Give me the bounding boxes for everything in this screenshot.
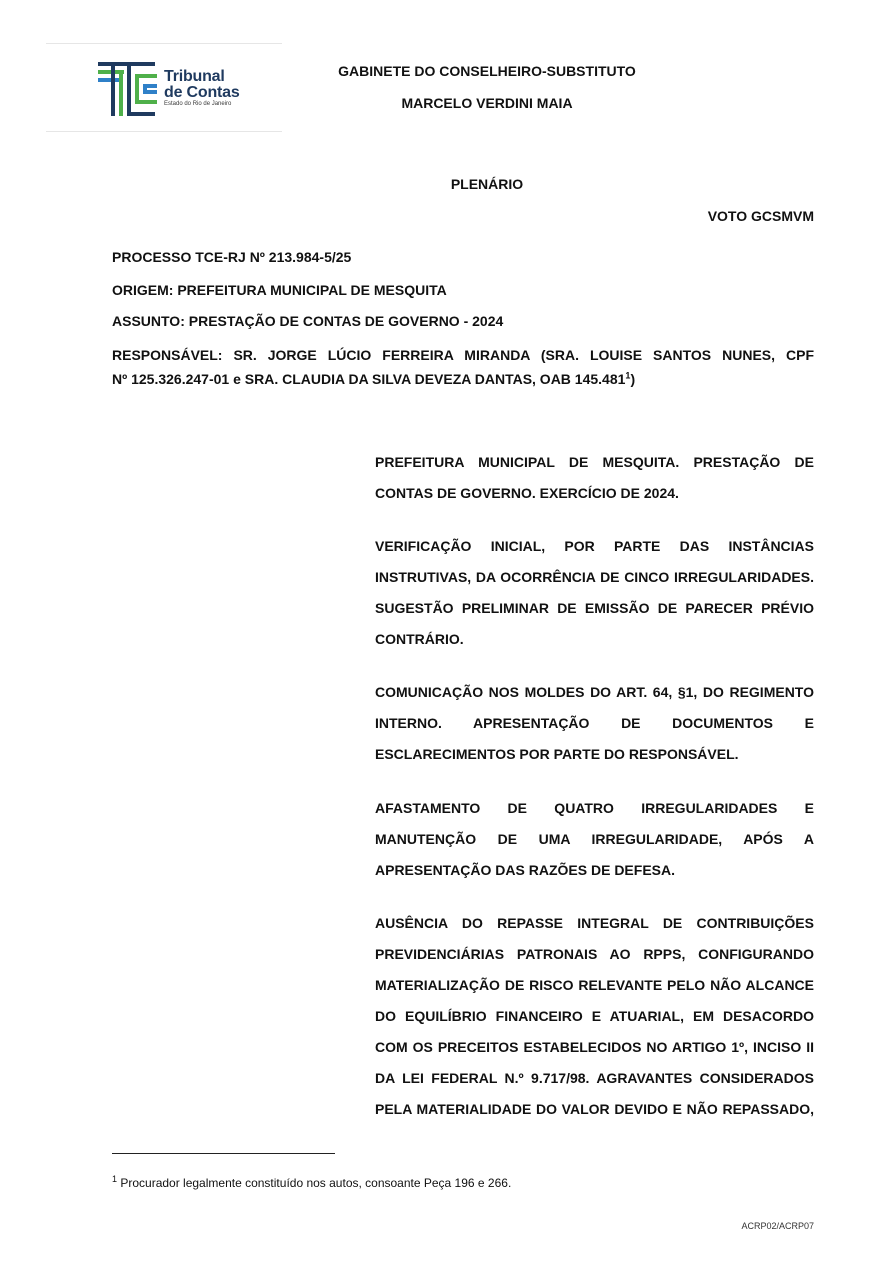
ementa-line: SUGESTÃO PRELIMINAR DE EMISSÃO DE PARECER PRÉVIO [375, 600, 814, 616]
ementa-line: PELA MATERIALIDADE DO VALOR DEVIDO E NÃO REPASSADO, [375, 1101, 814, 1117]
assunto-line: ASSUNTO: PRESTAÇÃO DE CONTAS DE GOVERNO - 2024 [112, 313, 504, 329]
footnote-text: Procurador legalmente constituído nos autos, consoante Peça 196 e 266. [117, 1176, 512, 1190]
ementa-line: INTERNO. APRESENTAÇÃO DE DOCUMENTOS E [375, 715, 814, 731]
logo-line-2: de Contas [164, 84, 240, 101]
ementa-line: CONTRÁRIO. [375, 631, 464, 647]
ementa-block-3 [375, 677, 814, 770]
ementa-line: INSTRUTIVAS, DA OCORRÊNCIA DE CINCO IRREGULARIDADES. [375, 569, 814, 585]
logo-line-1: Tribunal [164, 68, 225, 85]
ementa-line: AUSÊNCIA DO REPASSE INTEGRAL DE CONTRIBUIÇÕES [375, 915, 814, 931]
plenario-title: PLENÁRIO [450, 176, 524, 192]
logo-top-rule [46, 43, 282, 44]
logo-bottom-rule [46, 131, 282, 132]
ementa-line: PREFEITURA MUNICIPAL DE MESQUITA. PRESTAÇÃO DE [375, 454, 814, 470]
gabinete-heading: GABINETE DO CONSELHEIRO-SUBSTITUTO [338, 63, 636, 79]
ementa-line: MANUTENÇÃO DE UMA IRREGULARIDADE, APÓS A [375, 831, 814, 847]
responsavel-paragraph [112, 343, 814, 391]
footnote [112, 1176, 511, 1190]
document-code: ACRP02/ACRP07 [741, 1221, 814, 1231]
ementa-block-4 [375, 793, 814, 886]
ementa-block-5 [375, 908, 814, 1125]
footnote-separator [112, 1153, 335, 1154]
ementa-block-1 [375, 447, 814, 509]
conselheiro-name: MARCELO VERDINI MAIA [401, 95, 573, 111]
processo-line: PROCESSO TCE-RJ Nº 213.984-5/25 [112, 249, 352, 265]
ementa-line: DA LEI FEDERAL N.º 9.717/98. AGRAVANTES CONSIDERADOS [375, 1070, 814, 1086]
ementa-line: VERIFICAÇÃO INICIAL, POR PARTE DAS INSTÂNCIAS [375, 538, 814, 554]
responsavel-line-1: RESPONSÁVEL: SR. JORGE LÚCIO FERREIRA MIRANDA (SRA. LOUISE SANTOS NUNES, CPF [112, 347, 814, 363]
voto-label: VOTO GCSMVM [707, 208, 814, 224]
responsavel-line-2: Nº 125.326.247-01 e SRA. CLAUDIA DA SILVA DEVEZA DANTAS, OAB 145.481$^1$) [112, 370, 636, 387]
ementa-line: COMUNICAÇÃO NOS MOLDES DO ART. 64, §1, DO REGIMENTO [375, 684, 814, 700]
ementa-line: COM OS PRECEITOS ESTABELECIDOS NO ARTIGO 1º, INCISO II [375, 1039, 814, 1055]
ementa-block-2 [375, 531, 814, 655]
origem-line: ORIGEM: PREFEITURA MUNICIPAL DE MESQUITA [112, 282, 447, 298]
tribunal-logo-icon [98, 62, 160, 116]
logo-line-3: Estado do Rio de Janeiro [164, 101, 232, 107]
ementa-line: APRESENTAÇÃO DAS RAZÕES DE DEFESA. [375, 862, 675, 878]
ementa-line: PREVIDENCIÁRIAS PATRONAIS AO RPPS, CONFIGURANDO [375, 946, 814, 962]
footnote-mark: 1 [112, 1174, 118, 1184]
ementa-line: ESCLARECIMENTOS POR PARTE DO RESPONSÁVEL. [375, 746, 739, 762]
ementa-line: DO EQUILÍBRIO FINANCEIRO E ATUARIAL, EM DESACORDO [375, 1008, 814, 1024]
tribunal-logo-text [164, 69, 240, 108]
ementa-line: AFASTAMENTO DE QUATRO IRREGULARIDADES E [375, 800, 814, 816]
footnote-ref[interactable]: 1 [625, 370, 631, 381]
ementa-line: CONTAS DE GOVERNO. EXERCÍCIO DE 2024. [375, 485, 679, 501]
ementa-line: MATERIALIZAÇÃO DE RISCO RELEVANTE PELO NÃO ALCANCE [375, 977, 814, 993]
